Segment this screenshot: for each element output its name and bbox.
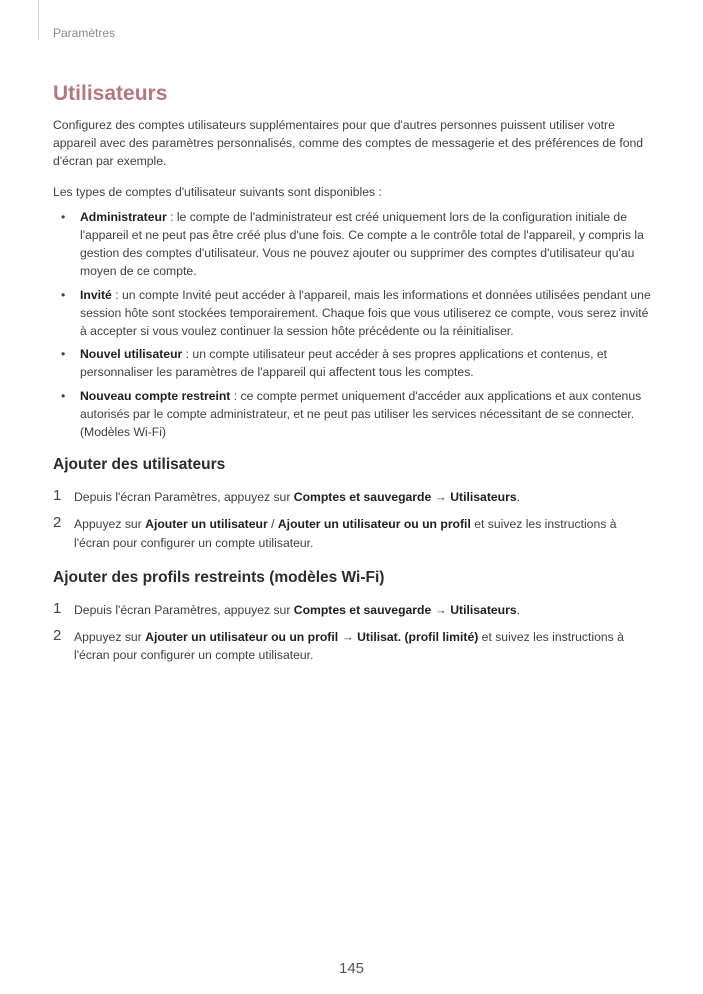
- account-type-term: Nouvel utilisateur: [80, 347, 183, 362]
- menu-path-item: Ajouter un utilisateur: [145, 517, 268, 532]
- bullet-icon: •: [61, 347, 66, 362]
- account-type-term: Nouveau compte restreint: [80, 388, 231, 403]
- step-text: →: [431, 490, 451, 505]
- menu-path-item: Utilisateurs: [450, 602, 517, 617]
- add-restricted-heading: Ajouter des profils restreints (modèles Wi-Fi): [53, 568, 385, 586]
- page-content: [53, 80, 651, 673]
- step-number: 2: [53, 627, 62, 645]
- step-text: et suivez les instructions à l'écran pour configurer un compte utilisateur.: [74, 630, 624, 663]
- step-text: Depuis l'écran Paramètres, appuyez sur: [74, 490, 294, 505]
- account-type-term: Administrateur: [80, 209, 167, 224]
- bullet-icon: •: [61, 388, 66, 403]
- step-text: →: [431, 602, 451, 617]
- account-types-list: [53, 208, 651, 441]
- list-item: [53, 208, 651, 281]
- add-users-steps: [53, 488, 651, 552]
- step-text: .: [516, 490, 521, 505]
- intro-paragraph: Configurez des comptes utilisateurs supplémentaires pour que d'autres personnes puissent utiliser votre appareil avec des paramètres personnalisés, comme des comptes de messagerie et des préférences de fond d'écran par exemple.: [53, 118, 644, 169]
- step-text: →: [338, 630, 358, 645]
- page-number: 145: [338, 960, 365, 977]
- section-title: Utilisateurs: [53, 82, 168, 105]
- types-intro: Les types de comptes d'utilisateur suivants sont disponibles :: [53, 184, 382, 199]
- bullet-icon: •: [61, 209, 66, 224]
- add-restricted-steps: [53, 601, 651, 665]
- step-item: [53, 515, 651, 551]
- step-text: Appuyez sur: [74, 517, 146, 532]
- step-number: 2: [53, 514, 62, 532]
- step-number: 1: [53, 487, 62, 505]
- step-text: et suivez les instructions à l'écran pour configurer un compte utilisateur.: [74, 517, 617, 550]
- list-item: [53, 387, 651, 442]
- step-text: Depuis l'écran Paramètres, appuyez sur: [74, 602, 294, 617]
- step-number: 1: [53, 599, 62, 617]
- account-type-description: : un compte utilisateur peut accéder à ses propres applications et contenus, et personnaliser les paramètres de l'appareil qui affectent tous les comptes.: [80, 347, 608, 380]
- step-text: /: [267, 517, 278, 532]
- account-type-description: : un compte Invité peut accéder à l'appareil, mais les informations et données utilisées pendant une session hôte sont stockées temporairement. Chaque fois que vous utiliserez ce compte, vous serez invité à accepter si vous voulez continuer la session hôte précédente ou la réinitialiser.: [80, 287, 651, 339]
- account-type-description: : ce compte permet uniquement d'accéder aux applications et aux contenus autorisés par le compte administrateur, et ne peut pas utiliser les services nécessitant de se connecter. (Modèles Wi-Fi): [80, 388, 642, 440]
- account-type-term: Invité: [80, 287, 112, 302]
- list-item: [53, 286, 651, 341]
- menu-path-item: Ajouter un utilisateur ou un profil: [145, 630, 339, 645]
- running-header: Paramètres: [53, 26, 116, 40]
- step-item: [53, 601, 651, 619]
- menu-path-item: Utilisateurs: [450, 490, 517, 505]
- list-item: [53, 345, 651, 381]
- step-item: [53, 488, 651, 506]
- menu-path-item: Utilisat. (profil limité): [357, 630, 479, 645]
- add-users-heading: Ajouter des utilisateurs: [53, 456, 226, 474]
- header-rule: [38, 0, 39, 40]
- step-item: [53, 628, 651, 664]
- menu-path-item: Comptes et sauvegarde: [293, 602, 432, 617]
- menu-path-item: Ajouter un utilisateur ou un profil: [277, 517, 471, 532]
- menu-path-item: Comptes et sauvegarde: [293, 490, 432, 505]
- account-type-description: : le compte de l'administrateur est créé uniquement lors de la configuration initiale de l'appareil et ne peut pas être créé plus d'une fois. Ce compte a le contrôle total de l'appareil, y compris la gestion des comptes d'utilisateur. Vous ne pouvez ajouter ou supprimer des comptes d'utilisateur qu'au moyen de ce compte.: [80, 209, 644, 279]
- step-text: .: [516, 602, 521, 617]
- step-text: Appuyez sur: [74, 630, 146, 645]
- bullet-icon: •: [61, 287, 66, 302]
